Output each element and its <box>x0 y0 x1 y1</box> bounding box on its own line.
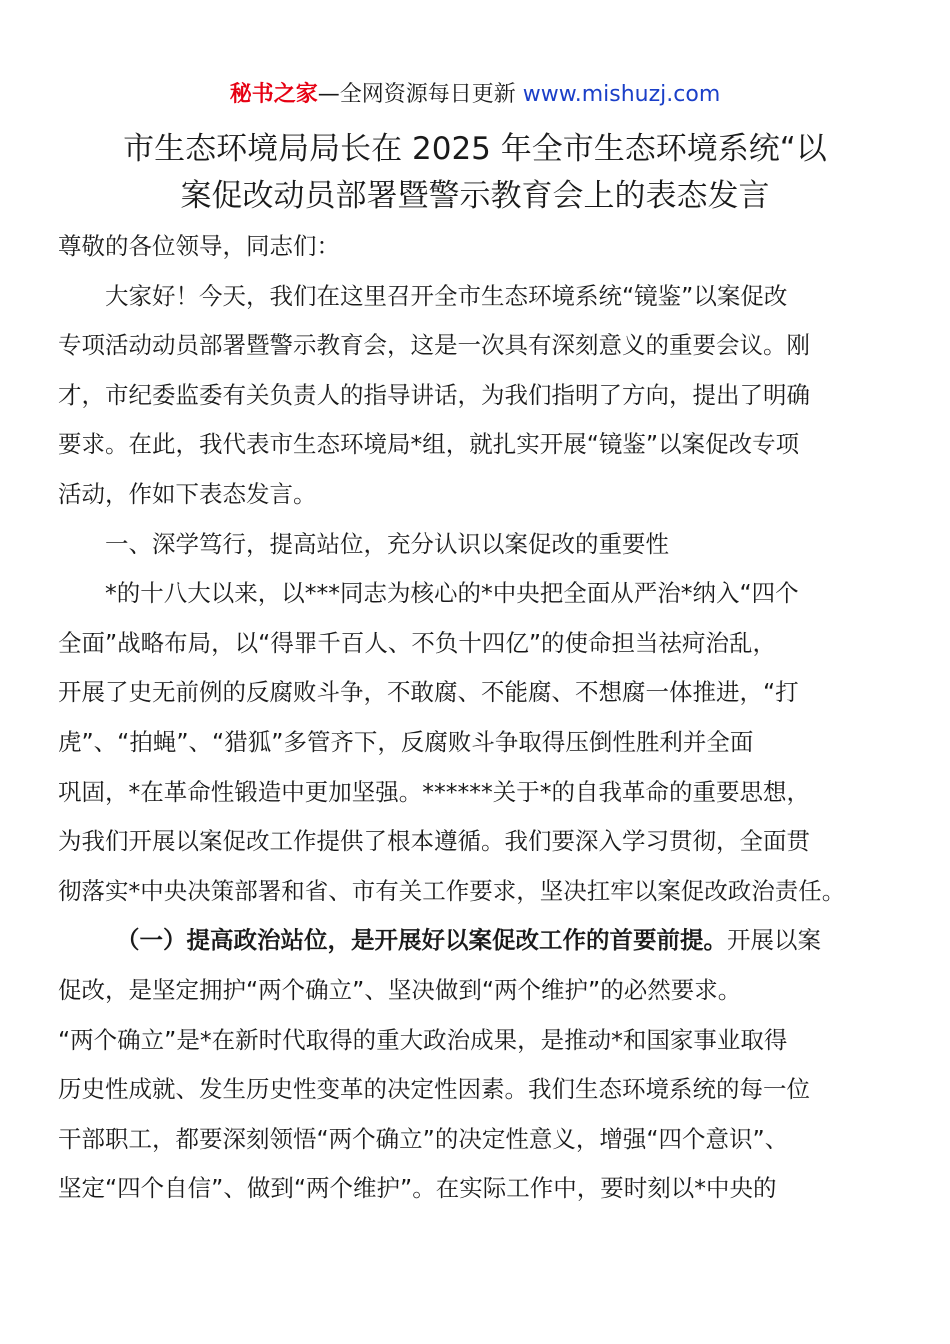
title-line-1: 市生态环境局局长在 2025 年全市生态环境系统“以 <box>123 131 827 167</box>
paragraph-2-line: 为我们开展以案促改工作提供了根本遵循。我们要深入学习贯彻，全面贯 <box>58 827 810 856</box>
paragraph-1-line: 才，市纪委监委有关负责人的指导讲话，为我们指明了方向，提出了明确 <box>58 380 810 409</box>
site-header <box>0 78 950 112</box>
paragraph-2-line: *的十八大以来，以***同志为核心的*中央把全面从严治*纳入“四个 <box>105 579 799 608</box>
salutation: 尊敬的各位领导，同志们： <box>58 232 340 260</box>
paragraph-2-line: 全面”战略布局，以“得罪千百人、不负十四亿”的使命担当祛疴治乱， <box>58 628 777 657</box>
paragraph-3-line: “两个确立”是*在新时代取得的重大政治成果，是推动*和国家事业取得 <box>58 1025 788 1054</box>
site-url-link[interactable]: www.mishuzj.com <box>522 82 721 107</box>
paragraph-3-line: 坚定“四个自信”、做到“两个维护”。在实际工作中，要时刻以*中央的 <box>58 1174 777 1203</box>
paragraph-2-line: 开展了史无前例的反腐败斗争，不敢腐、不能腐、不想腐一体推进，“打 <box>58 678 799 707</box>
paragraph-3-line: 促改，是坚定拥护“两个确立”、坚决做到“两个维护”的必然要求。 <box>58 975 742 1004</box>
paragraph-3-line: 干部职工，都要深刻领悟“两个确立”的决定性意义，增强“四个意识”、 <box>58 1124 789 1153</box>
paragraph-1-line: 要求。在此，我代表市生态环境局*组，就扎实开展“镜鉴”以案促改专项 <box>58 430 800 459</box>
section-heading-1: 一、深学笃行，提高站位，充分认识以案促改的重要性 <box>105 529 669 558</box>
paragraph-3-lead-rest: 开展以案 <box>727 926 821 955</box>
paragraph-1-line: 专项活动动员部署暨警示教育会，这是一次具有深刻意义的重要会议。刚 <box>58 331 810 360</box>
paragraph-1-line: 活动，作如下表态发言。 <box>58 479 317 508</box>
document-title <box>58 126 892 220</box>
header-tagline: —全网资源每日更新 <box>317 82 523 107</box>
paragraph-2-line: 虎”、“拍蝇”、“猎狐”多管齐下，反腐败斗争取得压倒性胜利并全面 <box>58 727 754 756</box>
title-line-2: 案促改动员部署暨警示教育会上的表态发言 <box>180 178 770 214</box>
paragraph-3-line: 历史性成就、发生历史性变革的决定性因素。我们生态环境系统的每一位 <box>58 1075 810 1104</box>
paragraph-2-line: 巩固，*在革命性锻造中更加坚强。******关于*的自我革命的重要思想， <box>58 777 810 806</box>
paragraph-3-lead <box>58 916 900 966</box>
brand-name: 秘书之家 <box>229 82 318 107</box>
paragraph-2-line: 彻落实*中央决策部署和省、市有关工作要求，坚决扛牢以案促改政治责任。 <box>58 876 846 905</box>
paragraph-1-line: 大家好！今天，我们在这里召开全市生态环境系统“镜鉴”以案促改 <box>105 281 788 310</box>
subsection-heading-1: （一）提高政治站位，是开展好以案促改工作的首要前提。 <box>116 926 727 955</box>
document-body <box>58 222 900 1214</box>
